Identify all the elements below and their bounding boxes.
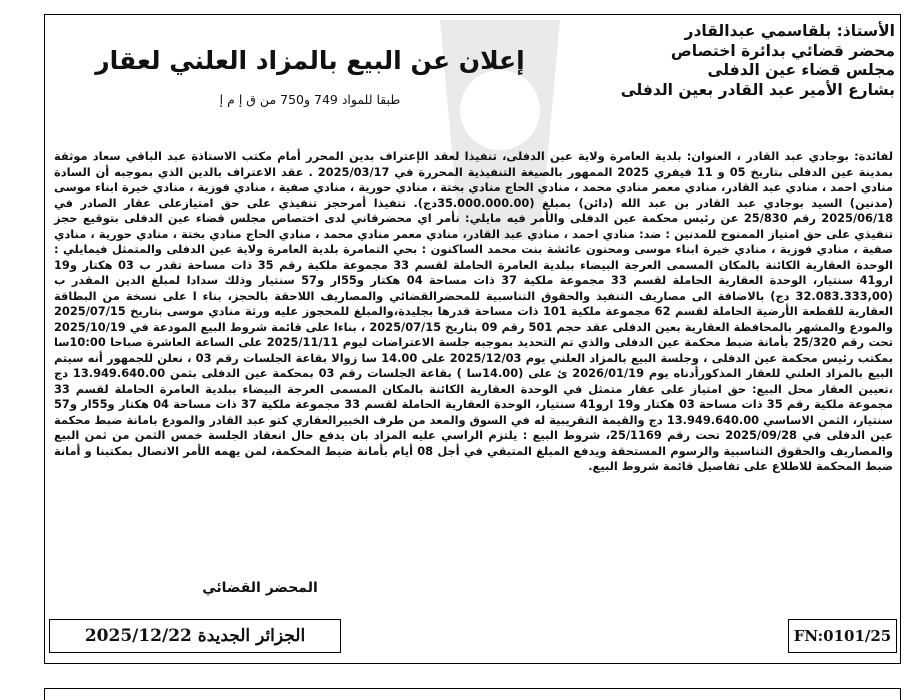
- bailiff-name: الأستاذ: بلقاسمي عبدالقادر: [684, 22, 895, 40]
- newspaper-date: الجزائر الجديدة 2025/12/22: [49, 619, 341, 653]
- next-announcement-border: [44, 688, 901, 700]
- body-paragraph: لفائدة: بوجادي عبد القادر ، العنوان: بلدية العامرة ولاية عين الدفلى، تنفيذا لعقد الإعتراف بدين المحرر أمام مكتب الاستاذة عبد الباقي سعاد موثقة بمدينة عين الدفلى بتاريخ 05 و 11 فيفري 2025 الممهور بالصيغة التنفيذية المحررة في 2025/03/17 . عقد الاعتراف بالدين الذي بموجبه أن السادة منادي احمد ، منادي عبد القادر، منادي معمر منادي محمد ، منادي الحاج منادي بختة ، منادي حورية ، منادي صفية ، منادي فوزية ، منادي خيرة ابناء موسى (مدنين) السيد بوجادي عبد القادر بن عبد الله (دائن) بمبلغ (35.000.000.00دج). تنفيذا أمرحجز تنفيذي على حق امتيازعلى عقار الصادر في 2025/06/18 رقم 25/830 عن رئيس محكمة عين الدفلى والأمر فيه مايلي: نأمر اي محضرقاني لدى اختصاص مجلس قضاء عين الدفلى بتوقيع حجز تنفيذي على حق امتياز الممنوح للمدنين : ضد: منادي احمد ، منادي عبد القادر، منادي معمر منادي محمد ، منادي الحاج منادي بختة ، منادي حورية ، منادي صفية ، منادي فوزية ، منادي خيرة ابناء موسى ومحنون عائشة بنت محمد الساكنون : بحي التمامرة بلدية العامرة ولاية عين الدفلى والمتمثل فيمايلي : الوحدة العقارية الكائنة بالمكان المسمى العرجة البيضاء ببلدية العامرة الحاملة لقسم 33 مجموعة ملكية رقم 35 ذات مساحة تقدر ب 03 هكتار و19 ارو41 سنتيار، الوحدة العقارية الحاملة لقسم 33 مجموعة ملكية 37 ذات مساحة 04 هكتار و55ار و57 سنتيار وذلك سدادا لمبلغ الدين المقدر ب (32.083.333,00 دج) بالاضافة الى مصاريف التنفيذ والحقوق التناسبية للمحضرالقضائي والمصاريف اللاحقة بالحجز، بناء ا على نسخة من البطاقة العقارية للقطعة الأرضية الحاملة لقسم 62 مجموعة ملكية 101 ذات مساحة قدرها بجليدة،والمبلغ للمحجوز عليه ورثة منادي موسى بتاريخ 2025/07/15 والمودع والمشهر بالمحافظة العقارية بعين الدفلى عقد حجم 501 رقم 09 بتاريخ 2025/07/15 ، بناءا على قائمة شروط البيع المودعة في 2025/10/19 تحت رقم 25/320 بأمانة ضبط محكمة عين الدفلى والذي تم التحديد بموجبه جلسة الاعتراضات ليوم 2025/11/11 على الساعة العاشرة صباحا 10:00سا بمكتب رئيس محكمة عين الدفلى ، وجلسة البيع بالمزاد العلني يوم 2025/12/03 على 14.00 سا زوالا بقاعة الجلسات رقم 03 ، نعلن للجمهور أنه سيتم البيع بالمزاد العلني للعقار المذكورأدناه يوم 2026/01/19 ئ على (14.00سا ) بقاعة الجلسات رقم 03 بمحكمة عين الدفلى بثمن 13.949.640.00 دج ،تعيين العقار محل البيع: حق امتياز على عقار متمثل في الوحدة العقارية الكائنة بالمكان المسمى العرجة البيضاء ببلدية العامرة الحاملة لقسم 33 مجموعة ملكية رقم 35 ذات مساحة 03 هكتار و19 ارو41 سنتيار، الوحدة العقارية الحاملة لقسم 33 مجموعة ملكية 37 ذات مساحة 04 هكتار و55ار و57 سنتيار، الثمن الاساسي 13.949.640.00 دج والقيمة التقريبية له في السوق والمعد من طرف الخبيرالعقاري كتو عبد القادر والمودع بامانة ضبط محكمة عين الدفلى في 2025/09/28 تحت رقم 25/1169، شروط البيع : يلتزم الراسي عليه المزاد بان يدفع حال انعقاد الجلسة خمس الثمن من ثمن البيع والمصاريف والحقوق التناسبية والرسوم المستحقة ويدفع المبلغ المتبقي في أجل 08 أيام بأمانة ضبط المحكمة، لمن يهمه الأمر الاتصال بمكتبنا و أمانة ضبط المحكمة للاطلاع على تفاصيل قائمة شروط البيع.: [54, 149, 894, 473]
- announcement-body: [54, 149, 893, 475]
- announcement-legal-basis: طبقا للمواد 749 و750 من ق إ م إ: [219, 92, 401, 107]
- bailiff-title: محضر قضائي بدائرة اختصاص: [670, 41, 895, 60]
- bailiff-header: [620, 22, 895, 100]
- reference-number: FN:0101/25: [788, 619, 897, 653]
- bailiff-address: بشارع الأمير عبد القادر بعين الدفلى: [620, 80, 895, 99]
- announcement-title: إعلان عن البيع بالمزاد العلني لعقار: [95, 46, 525, 75]
- signature: المحضر القضائي: [202, 580, 318, 596]
- court-council: مجلس قضاء عين الدفلى: [707, 61, 895, 79]
